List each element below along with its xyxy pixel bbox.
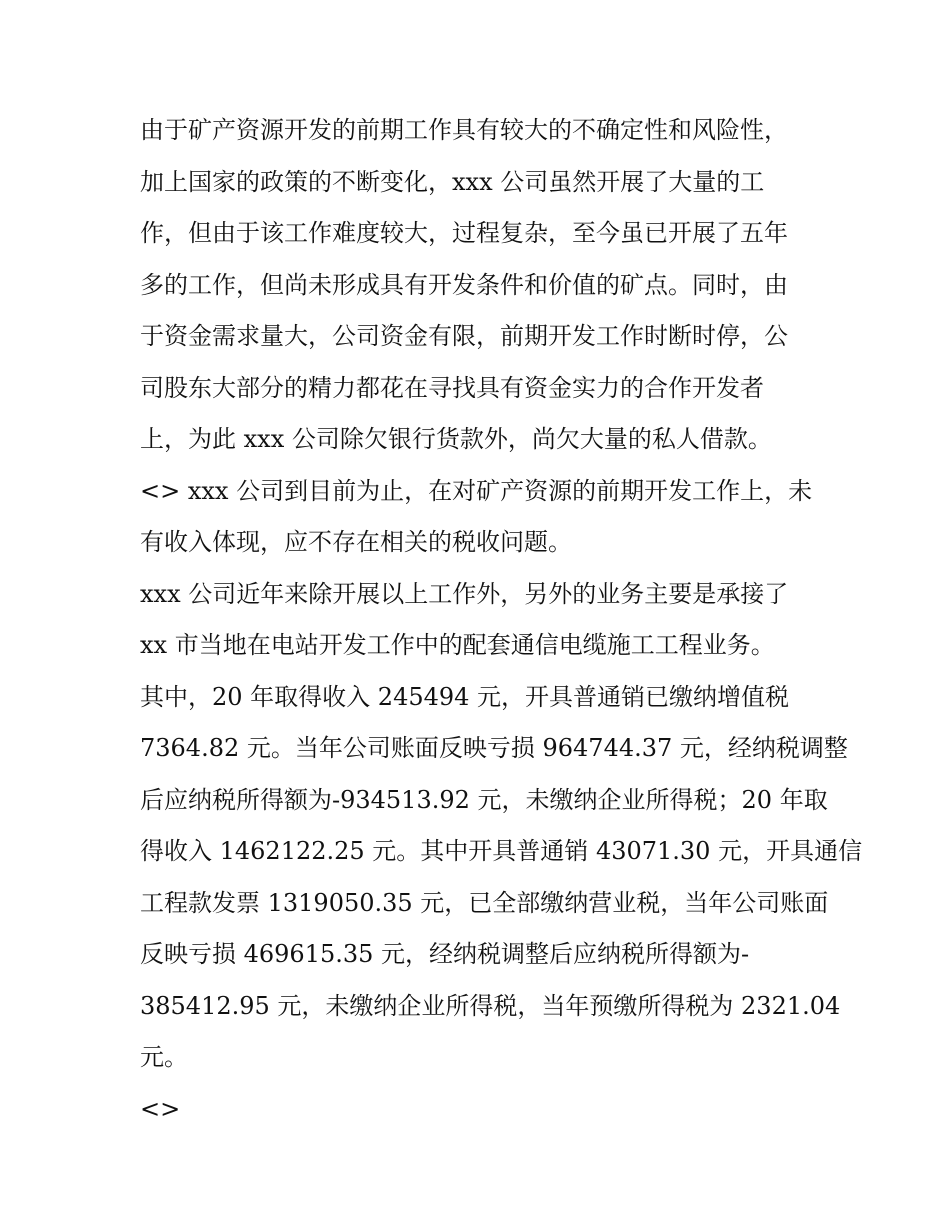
text-line: xx 市当地在电站开发工作中的配套通信电缆施工工程业务。 [140, 631, 775, 659]
text-line: 由于矿产资源开发的前期工作具有较大的不确定性和风险性， [140, 116, 788, 144]
text-line: 于资金需求量大，公司资金有限，前期开发工作时断时停，公 [140, 322, 788, 350]
text-line: 有收入体现，应不存在相关的税收问题。 [140, 528, 572, 556]
text-line: 作，但由于该工作难度较大，过程复杂，至今虽已开展了五年 [140, 219, 788, 247]
text-line: xxx 公司近年来除开展以上工作外，另外的业务主要是承接了 [140, 579, 789, 608]
text-line: 工程款发票 1319050.35 元，已全部缴纳营业税，当年公司账面 [140, 888, 829, 917]
text-line: 7364.82 元。当年公司账面反映亏损 964744.37 元，经纳税调整 [140, 734, 848, 762]
text-line: <> xxx 公司到目前为止，在对矿产资源的前期开发工作上，未 [140, 476, 813, 505]
text-line: 司股东大部分的精力都花在寻找具有资金实力的合作开发者 [140, 373, 764, 402]
text-line: <> [140, 1094, 181, 1123]
text-line: 上，为此 xxx 公司除欠银行货款外，尚欠大量的私人借款。 [140, 425, 772, 453]
text-line: 多的工作，但尚未形成具有开发条件和价值的矿点。同时，由 [140, 270, 788, 299]
text-line: 得收入 1462122.25 元。其中开具普通销 43071.30 元，开具通信 [140, 837, 863, 865]
text-line: 加上国家的政策的不断变化，xxx 公司虽然开展了大量的工 [140, 167, 765, 196]
text-line: 其中，20 年取得收入 245494 元，开具普通销已缴纳增值税 [140, 682, 790, 711]
text-line: 后应纳税所得额为-934513.92 元，未缴纳企业所得税；20 年取 [140, 785, 828, 814]
text-line: 反映亏损 469615.35 元，经纳税调整后应纳税所得额为- [140, 940, 750, 968]
body-text [140, 105, 863, 1135]
text-line: 元。 [140, 1043, 188, 1071]
text-line: 385412.95 元，未缴纳企业所得税，当年预缴所得税为 2321.04 [140, 991, 841, 1020]
